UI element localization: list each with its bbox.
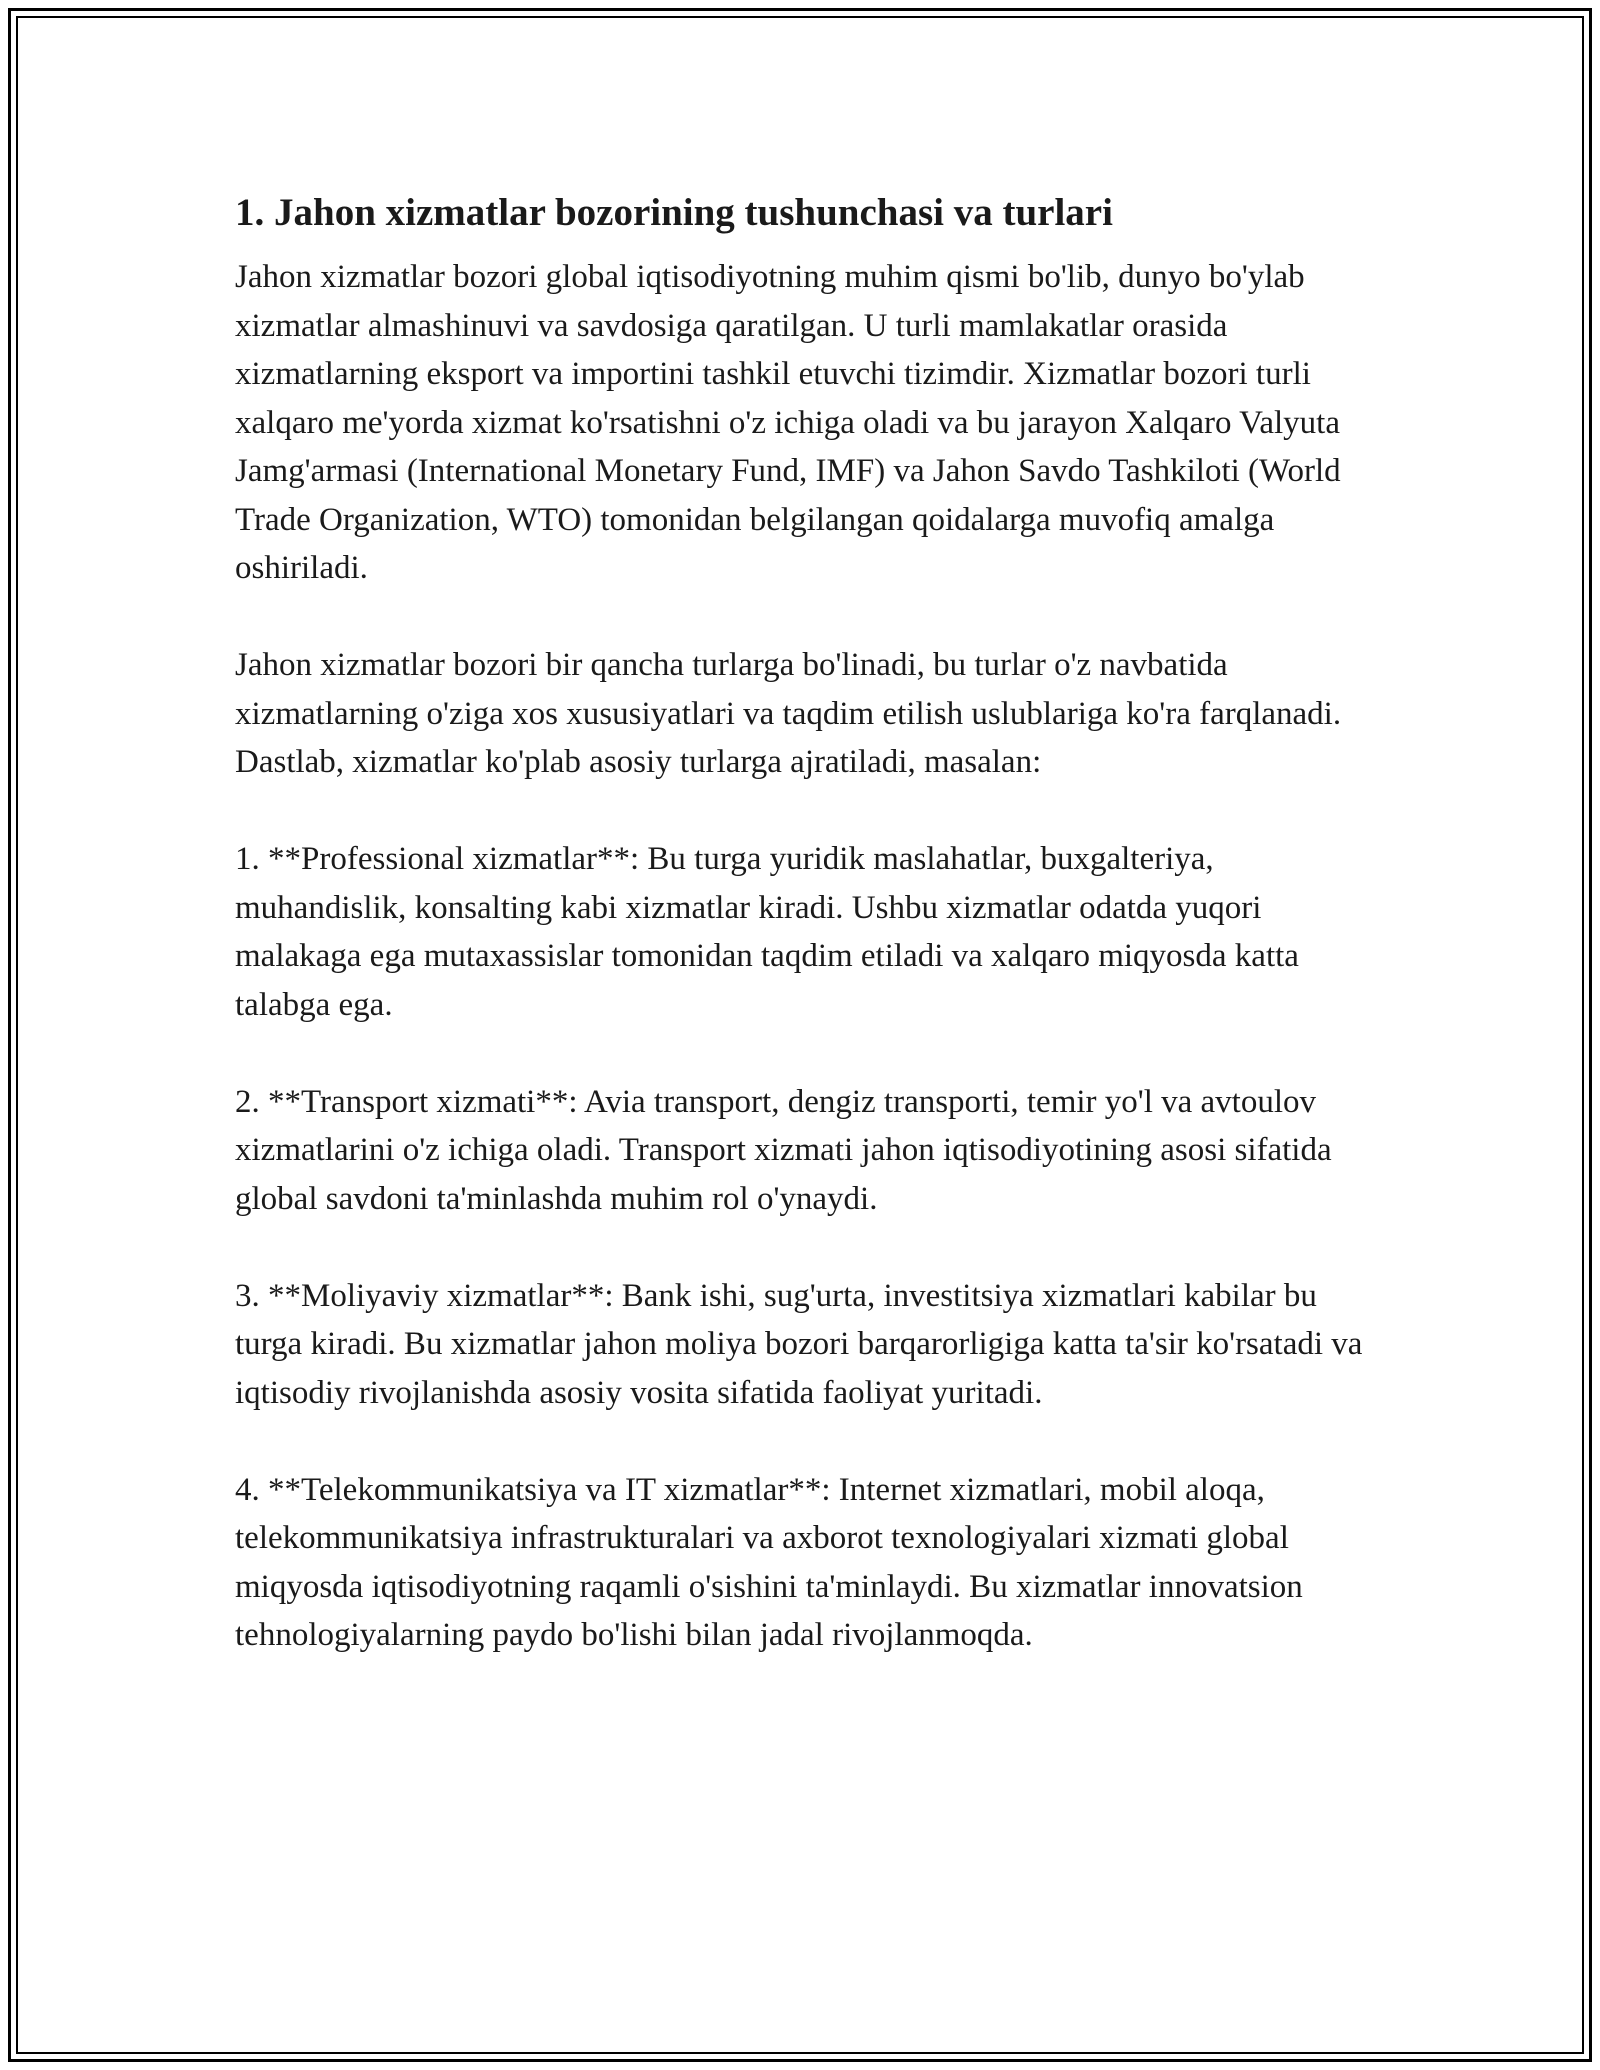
paragraph-intro: Jahon xizmatlar bozori global iqtisodiyotning muhim qismi bo'lib, dunyo bo'ylab xizmatlar almashinuvi va savdosiga qaratilgan. U turli mamlakatlar orasida xizmatlarning eksport va importini tashkil etuvchi tizimdir. Xizmatlar bozori turli xalqaro me'yorda xizmat ko'rsatishni o'z ichiga oladi va bu jarayon Xalqaro Valyuta Jamg'armasi (International Monetary Fund, IMF) va Jahon Savdo Tashkiloti (World Trade Organization, WTO) tomonidan belgilangan qoidalarga muvofiq amalga oshiriladi. — [235, 259, 1341, 586]
document-title: 1. Jahon xizmatlar bozorining tushunchasi va turlari — [235, 191, 1113, 234]
list-item-telecom-it: 4. **Telekommunikatsiya va IT xizmatlar**: Internet xizmatlari, mobil aloqa, telekommunikatsiya infrastrukturalari va axborot texnologiyalari xizmati global miqyosda iqtisodiyotning raqamli o'sishini ta'minlaydi. Bu xizmatlar innovatsion tehnologiyalarning paydo bo'lishi bilan jadal rivojlanmoqda. — [235, 1471, 1303, 1653]
list-item-professional: 1. **Professional xizmatlar**: Bu turga yuridik maslahatlar, buxgalteriya, muhandislik, konsalting kabi xizmatlar kiradi. Ushbu xizmatlar odatda yuqori malakaga ega mutaxassislar tomonidan taqdim etiladi va xalqaro miqyosda katta talabga ega. — [235, 841, 1299, 1023]
document-body — [235, 185, 1365, 1708]
list-item-transport: 2. **Transport xizmati**: Avia transport, dengiz transporti, temir yo'l va avtoulov xizmatlarini o'z ichiga oladi. Transport xizmati jahon iqtisodiyotining asosi sifatida global savdoni ta'minlashda muhim rol o'ynaydi. — [235, 1083, 1332, 1217]
paragraph-types: Jahon xizmatlar bozori bir qancha turlarga bo'linadi, bu turlar o'z navbatida xizmatlarning o'ziga xos xususiyatlari va taqdim etilish uslublariga ko'ra farqlanadi. Dastlab, xizmatlar ko'plab asosiy turlarga ajratiladi, masalan: — [235, 647, 1342, 780]
list-item-financial: 3. **Moliyaviy xizmatlar**: Bank ishi, sug'urta, investitsiya xizmatlari kabilar bu turga kiradi. Bu xizmatlar jahon moliya bozori barqarorligiga katta ta'sir ko'rsatadi va iqtisodiy rivojlanishda asosiy vosita sifatida faoliyat yuritadi. — [235, 1277, 1363, 1411]
